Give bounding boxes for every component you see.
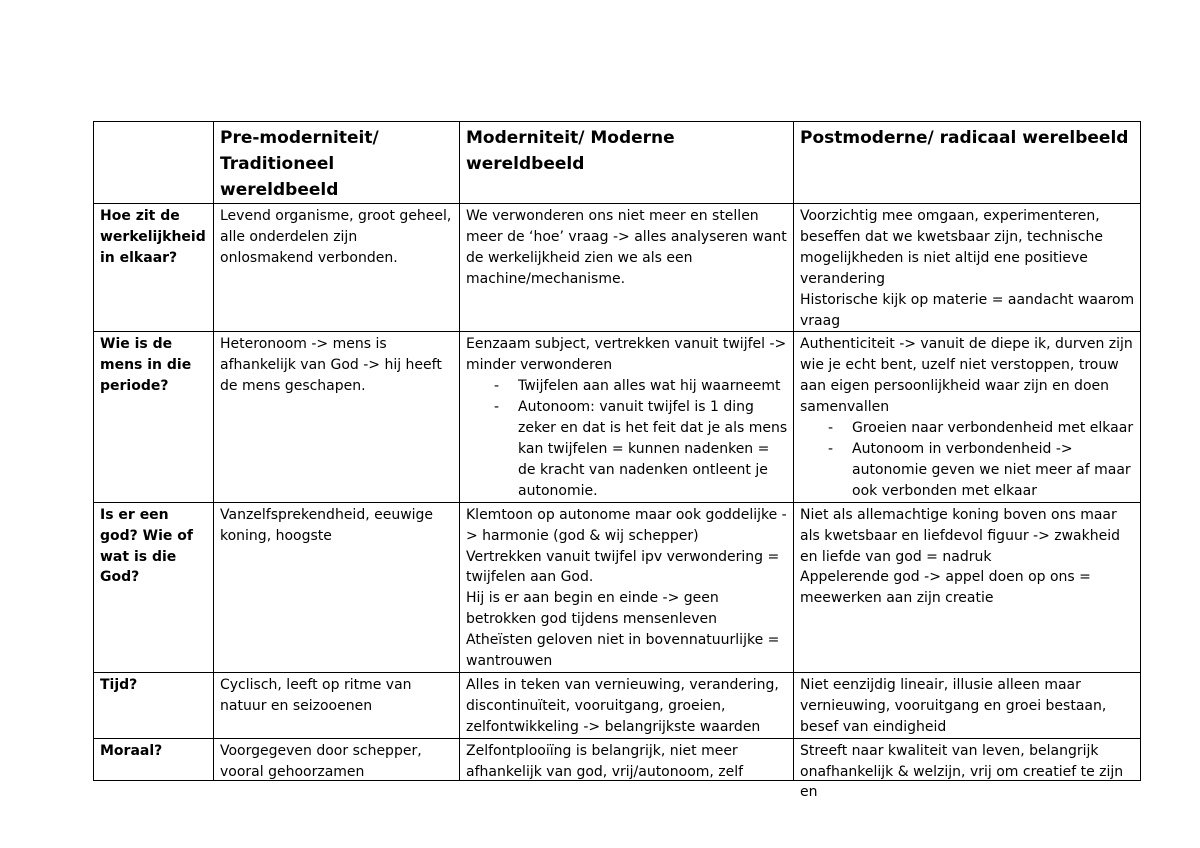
cell-premodern: [214, 204, 460, 332]
header-postmodern: Postmoderne/ radicaal werelbeeld: [794, 122, 1141, 204]
table-header-row: [94, 122, 1141, 204]
cell-line: Atheïsten geloven niet in bovennatuurlijke = wantrouwen: [466, 632, 780, 670]
cell-line: Zelfontplooiïng is belangrijk, niet meer afhankelijk van god, vrij/autonoom, zelf: [466, 742, 744, 780]
cell-modern: [460, 738, 794, 780]
cell-line: Historische kijk op materie = aandacht waarom vraag: [800, 291, 1135, 329]
table-row: [94, 672, 1141, 738]
dash-list: [800, 418, 1135, 502]
cell-line: Voorzichtig mee omgaan, experimenteren, beseffen dat we kwetsbaar zijn, technische mogelijkheden is niet altijd ene positieve verandering: [800, 208, 1103, 287]
cell-line: Vanzelfsprekendheid, eeuwige koning, hoogste: [220, 506, 434, 544]
list-item: - Groeien naar verbondenheid met elkaar: [828, 418, 1135, 439]
cell-premodern: [214, 738, 460, 780]
list-item: - Autonoom: vanuit twijfel is 1 ding zeker en dat is het feit dat je als mens kan twijfelen = kunnen nadenken = de kracht van nadenken ontleent je autonomie.: [494, 397, 788, 502]
header-empty-cell: [94, 122, 214, 204]
cell-line: Authenticiteit -> vanuit de diepe ik, durven zijn wie je echt bent, uzelf niet verstoppen, trouw aan eigen persoonlijkheid waar zijn en doen samenvallen: [800, 336, 1133, 416]
row-label: Hoe zit de werkelijkheid in elkaar?: [94, 204, 214, 332]
cell-postmodern: [794, 672, 1141, 738]
cell-line: We verwonderen ons niet meer en stellen meer de ‘hoe’ vraag -> alles analyseren want de werkelijkheid zien we als een machine/mechanisme.: [466, 208, 787, 287]
cell-line: Levend organisme, groot geheel, alle onderdelen zijn onlosmakend verbonden.: [220, 208, 452, 266]
list-item: - Autonoom in verbondenheid -> autonomie geven we niet meer af maar ook verbonden met elkaar: [828, 439, 1135, 502]
table-row: [94, 502, 1141, 672]
cell-premodern: [214, 502, 460, 672]
cell-modern: [460, 332, 794, 502]
cell-line: Vertrekken vanuit twijfel ipv verwondering = twijfelen aan God.: [466, 548, 780, 586]
cell-line: Hij is er aan begin en einde -> geen betrokken god tijdens mensenleven: [466, 590, 719, 628]
dash-list: [466, 376, 788, 501]
worldview-comparison-table: [93, 121, 1141, 801]
cell-line: Moraal?: [100, 742, 163, 759]
cell-line: Heteronoom -> mens is afhankelijk van God -> hij heeft de mens geschapen.: [220, 336, 442, 395]
cell-line: Klemtoon op autonome maar ook goddelijke -> harmonie (god & wij schepper): [466, 506, 787, 544]
row-label: [94, 738, 214, 780]
cell-line: Streeft naar kwaliteit van leven, belangrijk onafhankelijk & welzijn, vrij om creatief te zijn en: [800, 742, 1124, 801]
header-modern: Moderniteit/ Moderne wereldbeeld: [460, 122, 794, 204]
table-row: [94, 332, 1141, 502]
table-row: [94, 738, 1141, 780]
cell-postmodern: [794, 332, 1141, 502]
cell-premodern: [214, 672, 460, 738]
row-label: Is er een god? Wie of wat is die God?: [94, 502, 214, 672]
cell-line: Eenzaam subject, vertrekken vanuit twijfel -> minder verwonderen: [466, 336, 787, 374]
row-label: Tijd?: [94, 672, 214, 738]
cell-line: Voorgegeven door schepper, vooral gehoorzamen: [220, 742, 422, 780]
cell-line: Niet als allemachtige koning boven ons maar als kwetsbaar en liefdevol figuur -> zwakheid en liefde van god = nadruk: [800, 506, 1121, 565]
list-item: - Twijfelen aan alles wat hij waarneemt: [494, 376, 788, 397]
cell-modern: [460, 672, 794, 738]
cell-postmodern: [794, 502, 1141, 672]
cell-postmodern: [794, 204, 1141, 332]
cell-line: Alles in teken van vernieuwing, verandering, discontinuïteit, vooruitgang, groeien, zelfontwikkeling -> belangrijkste waarden: [466, 676, 779, 735]
table-row: [94, 204, 1141, 332]
row-label: Wie is de mens in die periode?: [94, 332, 214, 502]
cell-postmodern: [794, 738, 1141, 801]
cell-modern: [460, 204, 794, 332]
cell-line: Appelerende god -> appel doen op ons = meewerken aan zijn creatie: [800, 569, 1091, 607]
cell-line: Cyclisch, leeft op ritme van natuur en seizooenen: [220, 676, 412, 714]
cell-modern: [460, 502, 794, 672]
header-premodern: Pre-moderniteit/ Traditioneel wereldbeeld: [214, 122, 460, 204]
cell-premodern: [214, 332, 460, 502]
cell-line: Niet eenzijdig lineair, illusie alleen maar vernieuwing, vooruitgang en groei bestaan, besef van eindigheid: [800, 676, 1107, 735]
